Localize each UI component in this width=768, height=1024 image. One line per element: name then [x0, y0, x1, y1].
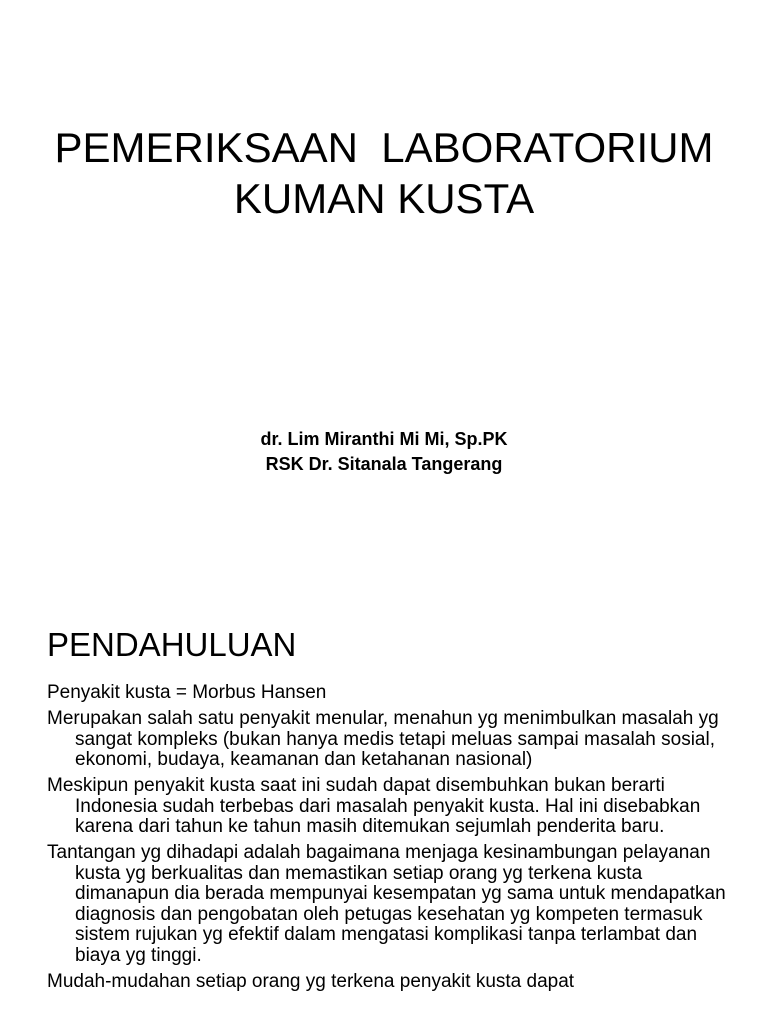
- content-slide: [0, 576, 768, 1024]
- presentation-title: [0, 122, 768, 224]
- bullet-item: Tantangan yg dihadapi adalah bagaimana menjaga kesinambungan pelayanan kusta yg berkualitas dan memastikan setiap orang yg terkena kusta dimanapun dia berada mempunyai kesempatan yg sama untuk mendapatkan diagnosis dan pengobatan oleh petugas kesehatan yg kompeten termasuk sistem rujukan yg efektif dalam mengatasi komplikasi tanpa terlambat dan biaya yg tinggi.: [47, 842, 726, 966]
- bullet-list: [47, 683, 737, 998]
- bullet-item: Merupakan salah satu penyakit menular, menahun yg menimbulkan masalah yg sangat kompleks (bukan hanya medis tetapi meluas sampai masalah sosial, ekonomi, budaya, keamanan dan ketahanan nasional): [47, 708, 719, 770]
- bullet-item: Meskipun penyakit kusta saat ini sudah dapat disembuhkan bukan berarti Indonesia sudah terbebas dari masalah penyakit kusta. Hal ini disebabkan karena dari tahun ke tahun masih ditemukan sejumlah penderita baru.: [47, 775, 701, 837]
- section-heading: PENDAHULUAN: [47, 626, 297, 663]
- author-block: [0, 427, 768, 477]
- bullet-item: Penyakit kusta = Morbus Hansen: [47, 682, 327, 703]
- author-institution: RSK Dr. Sitanala Tangerang: [265, 454, 503, 474]
- author-name: dr. Lim Miranthi Mi Mi, Sp.PK: [260, 429, 508, 449]
- title-line: KUMAN KUSTA: [233, 175, 535, 222]
- bullet-item: Mudah-mudahan setiap orang yg terkena penyakit kusta dapat: [47, 970, 575, 992]
- title-line: PEMERIKSAAN LABORATORIUM: [54, 124, 714, 171]
